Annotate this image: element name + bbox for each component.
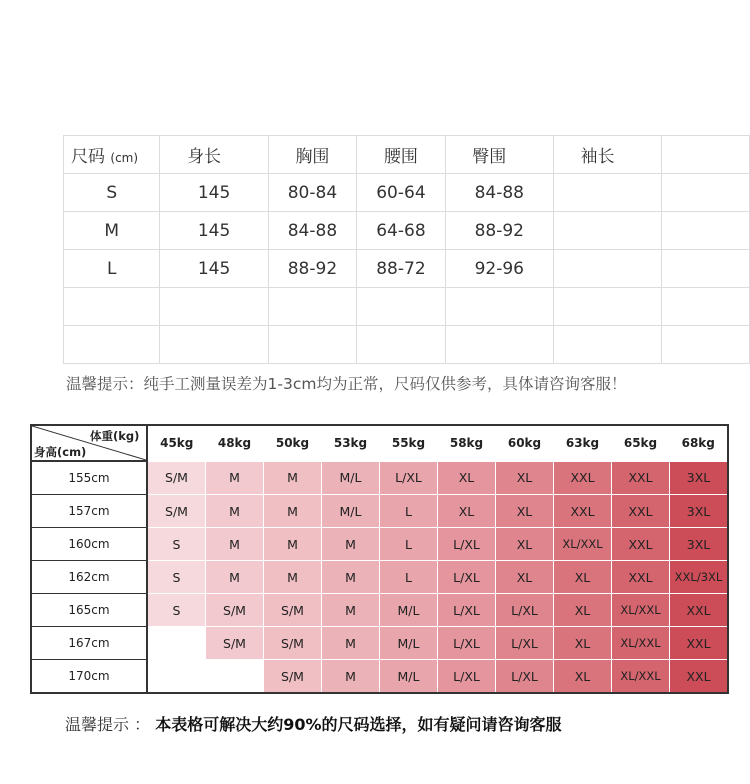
size-recommendation-cell [147, 627, 206, 660]
hip-cell: 92-96 [445, 250, 553, 288]
extra-cell [662, 326, 750, 364]
weight-header: 53kg [322, 425, 380, 461]
size-recommendation-cell: M [322, 627, 380, 660]
height-row [31, 528, 728, 561]
recommendation-tip-prefix: 温馨提示 ： [65, 715, 151, 734]
weight-header: 48kg [206, 425, 264, 461]
size-recommendation-cell: XL [438, 461, 496, 495]
weight-header: 58kg [438, 425, 496, 461]
extra-cell [662, 212, 750, 250]
height-row [31, 561, 728, 594]
length-header: 身长 [160, 136, 268, 174]
size-table-row [64, 212, 750, 250]
size-recommendation-cell: M [322, 594, 380, 627]
size-table-header-row [64, 136, 750, 174]
height-label: 160cm [31, 528, 147, 561]
length-cell: 145 [160, 212, 268, 250]
height-label: 162cm [31, 561, 147, 594]
size-recommendation-cell: M [206, 561, 264, 594]
chest-cell [268, 326, 357, 364]
size-recommendation-cell [206, 660, 264, 694]
size-recommendation-cell: XXL [612, 495, 670, 528]
size-recommendation-cell: L/XL [438, 594, 496, 627]
sleeve-cell [553, 250, 661, 288]
recommendation-tip-message: 本表格可解决大约90%的尺码选择，如有疑问请咨询客服 [155, 715, 562, 734]
corner-height-label: 身高(cm) [34, 445, 87, 459]
height-row [31, 660, 728, 694]
size-recommendation-cell: M [322, 561, 380, 594]
size-recommendation-cell: M [264, 461, 322, 495]
length-cell: 145 [160, 250, 268, 288]
size-recommendation-cell: M [206, 495, 264, 528]
size-recommendation-cell: XL [554, 660, 612, 694]
waist-cell: 60-64 [357, 174, 446, 212]
size-recommendation-cell: 3XL [670, 461, 729, 495]
weight-header: 50kg [264, 425, 322, 461]
weight-header: 68kg [670, 425, 729, 461]
size-recommendation-cell: XL/XXL [612, 627, 670, 660]
weight-header: 63kg [554, 425, 612, 461]
size-recommendation-cell: S/M [206, 594, 264, 627]
size-recommendation-cell: M [264, 495, 322, 528]
waist-cell: 64-68 [357, 212, 446, 250]
size-table-row [64, 326, 750, 364]
size-recommendation-cell: XXL/3XL [670, 561, 729, 594]
corner-weight-label: 体重(kg) [90, 429, 140, 443]
size-recommendation-cell: L/XL [496, 594, 554, 627]
height-row [31, 495, 728, 528]
size-recommendation-cell: XL/XXL [612, 660, 670, 694]
size-recommendation-cell: S/M [264, 594, 322, 627]
measurement-tip: 温馨提示：纯手工测量误差为1-3cm均为正常，尺码仅供参考，具体请咨询客服！ [66, 375, 627, 393]
weight-header: 65kg [612, 425, 670, 461]
size-recommendation-cell: M/L [380, 627, 438, 660]
size-cell: L [64, 250, 160, 288]
height-row [31, 461, 728, 495]
height-label: 155cm [31, 461, 147, 495]
size-recommendation-cell: M/L [322, 495, 380, 528]
length-cell: 145 [160, 174, 268, 212]
size-recommendation-cell: M [322, 660, 380, 694]
height-label: 157cm [31, 495, 147, 528]
size-recommendation-cell: S [147, 528, 206, 561]
height-label: 167cm [31, 627, 147, 660]
size-header-cell [64, 136, 160, 174]
size-cell [64, 288, 160, 326]
chest-header: 胸围 [268, 136, 357, 174]
size-cell: M [64, 212, 160, 250]
chest-cell: 88-92 [268, 250, 357, 288]
length-cell [160, 288, 268, 326]
size-recommendation-cell: M [322, 528, 380, 561]
size-recommendation-cell: XL/XXL [612, 594, 670, 627]
size-recommendation-cell: L/XL [438, 561, 496, 594]
size-recommendation-cell: XL [554, 561, 612, 594]
weight-header: 60kg [496, 425, 554, 461]
size-header-label: 尺码 [71, 147, 105, 167]
size-recommendation-cell: M [206, 461, 264, 495]
size-recommendation-cell: S/M [147, 495, 206, 528]
size-recommendation-cell: XXL [670, 594, 729, 627]
size-recommendation-cell: XXL [554, 461, 612, 495]
sleeve-cell [553, 212, 661, 250]
size-recommendation-cell: M [264, 561, 322, 594]
size-recommendation-cell: M [264, 528, 322, 561]
size-table-row [64, 250, 750, 288]
chest-cell: 84-88 [268, 212, 357, 250]
size-recommendation-cell: XXL [554, 495, 612, 528]
extra-header [662, 136, 750, 174]
size-recommendation-cell: XL [554, 594, 612, 627]
size-cell [64, 326, 160, 364]
size-recommendation-cell: XXL [612, 561, 670, 594]
recommendation-tip [65, 712, 562, 735]
size-recommendation-cell: XXL [612, 528, 670, 561]
size-recommendation-cell: XXL [612, 461, 670, 495]
size-header-unit: (cm) [110, 151, 139, 165]
hip-cell: 84-88 [445, 174, 553, 212]
size-recommendation-cell: XXL [670, 660, 729, 694]
height-row [31, 627, 728, 660]
height-label: 165cm [31, 594, 147, 627]
size-recommendation-table [30, 424, 729, 694]
hip-cell: 88-92 [445, 212, 553, 250]
size-recommendation-cell: XXL [670, 627, 729, 660]
size-recommendation-cell: S/M [264, 660, 322, 694]
size-recommendation-cell: XL [554, 627, 612, 660]
extra-cell [662, 288, 750, 326]
length-cell [160, 326, 268, 364]
hip-cell [445, 326, 553, 364]
size-recommendation-cell: L [380, 495, 438, 528]
size-recommendation-cell: L/XL [496, 627, 554, 660]
size-recommendation-cell: S/M [147, 461, 206, 495]
size-recommendation-cell: M/L [380, 594, 438, 627]
weight-header-row [31, 425, 728, 461]
size-recommendation-cell: XL [496, 495, 554, 528]
size-recommendation-cell: M/L [380, 660, 438, 694]
weight-header: 45kg [147, 425, 206, 461]
size-recommendation-cell: XL [496, 528, 554, 561]
waist-header: 腰围 [357, 136, 446, 174]
size-recommendation-cell: XL [438, 495, 496, 528]
weight-header: 55kg [380, 425, 438, 461]
size-recommendation-cell: 3XL [670, 495, 729, 528]
waist-cell: 88-72 [357, 250, 446, 288]
hip-cell [445, 288, 553, 326]
corner-header-cell [31, 425, 147, 461]
size-table-row [64, 174, 750, 212]
size-recommendation-cell: S [147, 561, 206, 594]
size-recommendation-cell: L/XL [438, 660, 496, 694]
size-recommendation-cell: XL [496, 561, 554, 594]
size-recommendation-cell: S [147, 594, 206, 627]
hip-header: 臀围 [445, 136, 553, 174]
size-table-row [64, 288, 750, 326]
size-measurement-table [63, 135, 750, 364]
size-recommendation-cell: 3XL [670, 528, 729, 561]
size-recommendation-cell: S/M [264, 627, 322, 660]
height-row [31, 594, 728, 627]
size-recommendation-cell: L/XL [380, 461, 438, 495]
sleeve-cell [553, 326, 661, 364]
sleeve-cell [553, 288, 661, 326]
size-recommendation-cell: L/XL [438, 528, 496, 561]
waist-cell [357, 326, 446, 364]
chest-cell [268, 288, 357, 326]
size-recommendation-cell: L/XL [438, 627, 496, 660]
size-recommendation-cell: L [380, 528, 438, 561]
size-recommendation-cell [147, 660, 206, 694]
chest-cell: 80-84 [268, 174, 357, 212]
size-recommendation-cell: L [380, 561, 438, 594]
size-recommendation-cell: M/L [322, 461, 380, 495]
waist-cell [357, 288, 446, 326]
height-label: 170cm [31, 660, 147, 694]
extra-cell [662, 174, 750, 212]
sleeve-cell [553, 174, 661, 212]
size-recommendation-cell: L/XL [496, 660, 554, 694]
size-recommendation-cell: XL [496, 461, 554, 495]
size-recommendation-cell: S/M [206, 627, 264, 660]
extra-cell [662, 250, 750, 288]
size-cell: S [64, 174, 160, 212]
sleeve-header: 袖长 [553, 136, 661, 174]
size-recommendation-cell: XL/XXL [554, 528, 612, 561]
size-recommendation-cell: M [206, 528, 264, 561]
